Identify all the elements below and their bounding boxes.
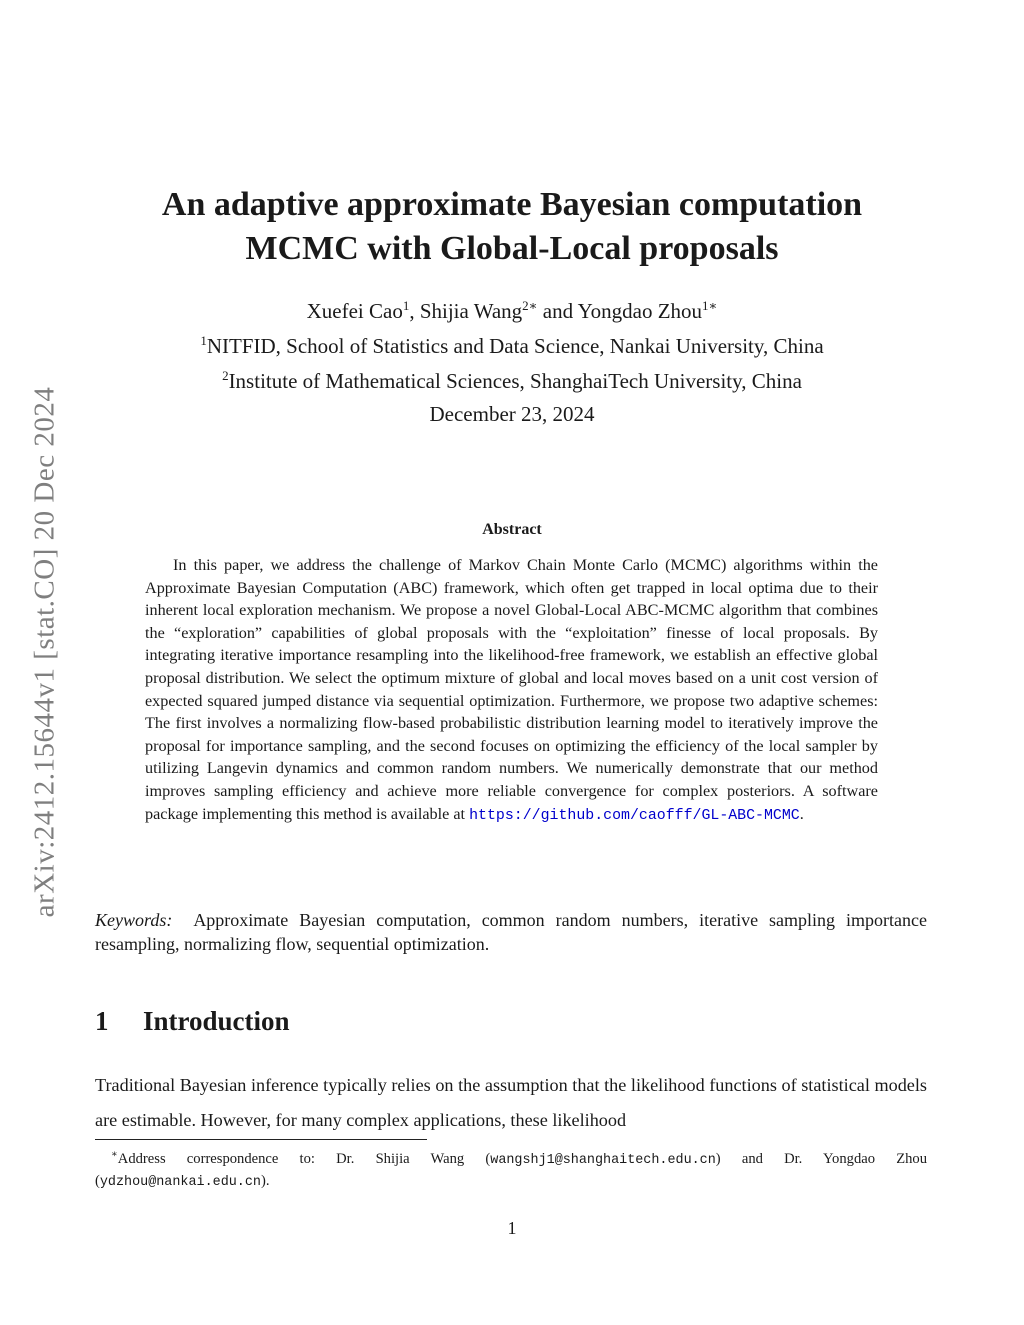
section-heading [95, 1006, 290, 1037]
abstract-body-text: In this paper, we address the challenge of Markov Chain Monte Carlo (MCMC) algorithms within the Approximate Bayesian Computation (ABC) framework, which often get trapped in local optima due to their inherent local exploration mechanism. We propose a novel Global-Local ABC-MCMC algorithm that combines the “exploration” capabilities of global proposals with the “exploitation” finesse of local proposals. By integrating iterative importance resampling into the likelihood-free framework, we establish an effective global proposal distribution. We select the optimum mixture of global and local moves based on a unit cost version of expected squared jumped distance via sequential optimization. Furthermore, we propose two adaptive schemes: The first involves a normalizing flow-based probabilistic distribution learning model to iteratively improve the proposal for importance sampling, and the second focuses on optimizing the efficiency of the local sampler by utilizing Langevin dynamics and common random numbers. We numerically demonstrate that our method improves sampling efficiency and achieve more reliable convergence for complex posteriors. A software package implementing this method is available at [145, 556, 878, 823]
affiliation-2 [0, 361, 1024, 396]
affiliation-mark: 1∗ [702, 298, 718, 313]
author-separator: , [409, 299, 420, 323]
author-separator: and [537, 299, 578, 323]
abstract-heading: Abstract [482, 521, 542, 538]
keywords-text: Approximate Bayesian computation, common random numbers, iterative sampling importance resampling, normalizing flow, sequential optimization. [95, 910, 927, 954]
title-line-2: MCMC with Global-Local proposals [245, 230, 779, 267]
affiliation-1 [0, 326, 1024, 361]
title-line-1: An adaptive approximate Bayesian computation [161, 186, 863, 223]
footnote-text: ) and Dr. Yongdao Zhou ( [95, 1150, 927, 1189]
keywords-block [95, 908, 927, 956]
keywords-label: Keywords: [95, 910, 173, 930]
footnote-text: ). [260, 1172, 270, 1189]
footnote [95, 1145, 927, 1193]
affiliation-mark: 1 [200, 333, 207, 348]
abstract-text [145, 554, 878, 827]
email-address: wangshj1@shanghaitech.edu.cn [490, 1152, 716, 1168]
email-address: ydzhou@nankai.edu.cn [99, 1174, 261, 1190]
footnote-divider [95, 1139, 427, 1140]
section-title: Introduction [143, 1006, 290, 1036]
page-number: 1 [507, 1218, 517, 1238]
author-name: Yongdao Zhou [577, 299, 703, 323]
author-block [0, 291, 1024, 396]
paper-title [0, 183, 1024, 271]
section-number: 1 [95, 1006, 109, 1036]
arxiv-identifier-stamp: arXiv:2412.15644v1 [stat.CO] 20 Dec 2024 [28, 386, 61, 918]
footnote-text: Address correspondence to: Dr. Shijia Wang ( [117, 1150, 491, 1167]
author-name: Shijia Wang [419, 299, 523, 323]
affiliation-mark: 1 [402, 298, 410, 313]
author-list [0, 291, 1024, 326]
introduction-text: Traditional Bayesian inference typically relies on the assumption that the likelihood functions of statistical models are estimable. However, for many complex applications, these likelihood [95, 1075, 927, 1130]
author-name: Xuefei Cao [306, 299, 403, 323]
software-package-link[interactable]: https://github.com/caofff/GL-ABC-MCMC [469, 807, 800, 824]
paper-date: December 23, 2024 [429, 402, 595, 426]
affiliation-text: NITFID, School of Statistics and Data Science, Nankai University, China [206, 334, 824, 358]
affiliation-mark: 2 [222, 368, 229, 383]
affiliation-text: Institute of Mathematical Sciences, ShanghaiTech University, China [228, 369, 802, 393]
affiliation-mark: 2∗ [522, 298, 538, 313]
abstract-end: . [799, 804, 804, 823]
footnote-mark: ∗ [111, 1149, 118, 1160]
